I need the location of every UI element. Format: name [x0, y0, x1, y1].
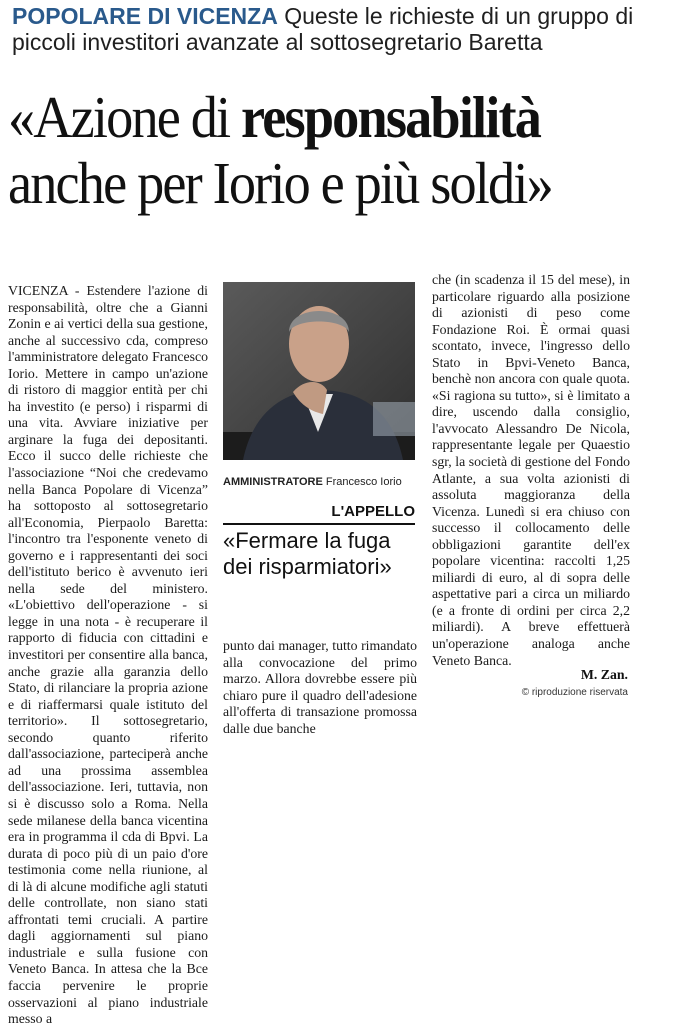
- kicker-text: Queste le richieste di un gruppo di piccoli investitori avanzate al sottosegretario Baretta: [12, 3, 634, 55]
- caption-name: Francesco Iorio: [325, 476, 402, 488]
- section-tag: POPOLARE DI VICENZA: [12, 3, 278, 29]
- headline-line1-prefix: «Azione di: [8, 84, 242, 150]
- article-column-3: che (in scadenza il 15 del mese), in particolare riguardo alla posizione di azionisti di peso come Fondazione Roi. È ormai quasi scontato, invece, l'ingresso dello Stato in Bpvi-Veneto Banca, benchè non ancora con quale quota. «Si ragiona su tutto», si è limitato a dire, uscendo dalla consiglio, l'avvocato Alessandro De Nicola, rappresentante legale per Quaestio sgr, la società di gestione del Fondo Atlante, a sua volta azionisti di assoluta maggioranza della Vicenza. Lunedì si era chiuso con successo il collocamento delle obbligazioni garantite dell'ex popolare vicentina: raccolti 1,25 miliardi di euro, al di sopra delle aspettative pari a circa un miliardo (e a fronte di ordini per circa 2,2 miliardi). A breve effettuerà un'operazione analoga anche Veneto Banca.: [432, 272, 630, 668]
- article-column-1: VICENZA - Estendere l'azione di responsabilità, oltre che a Gianni Zonin e ai vertici della sua gestione, anche al successivo cda, compreso l'amministratore delegato Francesco Iorio. Mettere in campo un'azione di ristoro di maggior entità per chi ha investito (e perso) i risparmi di una vita. Avviare iniziative per arginare la fuga dei depositanti. Ecco il succo delle richieste che l'associazione “Noi che credevamo nella Banca Popolare di Vicenza” ha sottoposto al sottosegretario all'Economia, Pierpaolo Baretta: l'incontro tra l'esponente veneto di governo e i rappresentanti dei soci dell'istituto berico è avvenuto ieri nella sede del ministero. «L'obiettivo dell'operazione - si legge in una nota - è recuperare il rapporto di fiducia con cittadini e investitori per consentire alla banca, anche grazie alla garanzia dello Stato, di rilanciare la propria azione e di riaffermarsi quale istituto del territorio». Il sottosegretario, secondo quanto riferito dall'associazione, parteciperà anche ad una prossima assemblea dell'associazione. Ieri, tuttavia, non si è discusso solo a Roma. Nella sede milanese della banca vicentina era in programma il cda di Bpvi. La durata di poco più di un paio d'ore testimonia come nella riunione, al di là di alcune modifiche agli statuti delle controllate, non siano stati affrontati temi cruciali. A partire dagli aggiornamenti sul piano industriale e sulla fusione con Veneto Banca. In attesa che la Bce faccia pervenire le proprie osservazioni al piano industriale messo a: [8, 283, 208, 1027]
- copyright-notice: © riproduzione riservata: [521, 687, 628, 698]
- headline-line1-bold: responsabilità: [241, 84, 541, 150]
- headline: [8, 84, 623, 216]
- portrait-illustration: [223, 282, 415, 460]
- headline-line1: [8, 84, 623, 150]
- appello-quote: «Fermare la fuga dei risparmiatori»: [223, 528, 392, 579]
- photo-caption: [223, 476, 417, 488]
- kicker: [12, 3, 672, 55]
- appello-divider: [223, 523, 415, 525]
- caption-label: AMMINISTRATORE: [223, 476, 323, 488]
- headline-line2: anche per Iorio e più soldi»: [8, 150, 552, 216]
- author-signature: M. Zan.: [580, 667, 628, 682]
- article-column-2: punto dai manager, tutto rimandato alla convocazione del primo marzo. Allora dovrebbe essere più chiaro pure il quadro dell'adesione all'offerta di transazione promossa dalle due banche: [223, 638, 417, 736]
- appello-label: L'APPELLO: [331, 503, 415, 520]
- portrait-photo: [223, 282, 415, 460]
